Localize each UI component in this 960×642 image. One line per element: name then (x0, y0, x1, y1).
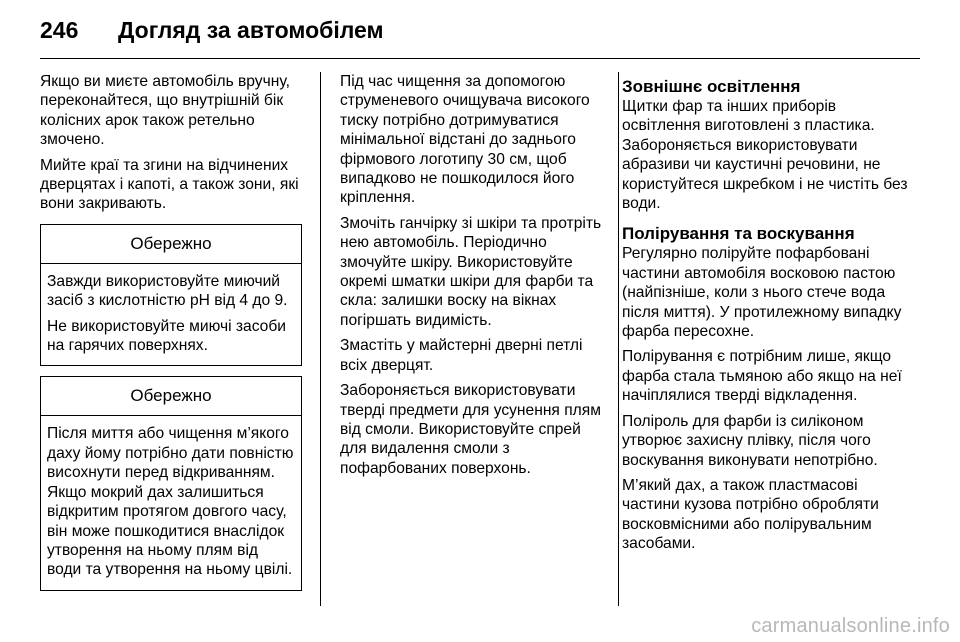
caution-body (41, 416, 301, 589)
paragraph: Мийте краї та згини на відчинених дверцятах і капоті, а також зони, які вони закривають. (40, 156, 299, 213)
column-3 (622, 72, 908, 560)
paragraph: Забороняється використовувати тверді предмети для усунення плям від смоли. Використовуйте спрей для видалення смоли з пофарбованих поверхонь. (340, 382, 601, 477)
caution-box-1 (40, 224, 302, 367)
column-1 (40, 72, 302, 601)
column-2 (340, 72, 606, 484)
caution-title: Обережно (41, 377, 301, 416)
page-title: Догляд за автомобілем (118, 17, 384, 43)
caution-text: Завжди використовуйте миючий засіб з кислотністю pH від 4 до 9. (47, 272, 288, 310)
paragraph: Змочіть ганчірку зі шкіри та протріть нею автомобіль. Періодично змочуйте шкіру. Використовуйте окремі шматки шкіри для фарби та скла: залишки воску на вікнах погіршать видимість. (340, 214, 602, 329)
page-header (40, 14, 920, 46)
paragraph: Якщо ви миєте автомобіль вручну, переконайтеся, що внутрішній бік колісних арок також ретельно змочено. (40, 73, 290, 149)
paragraph: Щитки фар та інших приборів освітлення виготовлені з пластика. Забороняється використовувати абразиви чи каустичні речовини, не користуйтеся шкребком і не чистіть без води. (622, 98, 908, 213)
paragraph: Змастіть у майстерні дверні петлі всіх дверцят. (340, 337, 583, 374)
section-heading-polishing: Полірування та воскування (622, 224, 855, 244)
caution-box-2 (40, 376, 302, 590)
paragraph: Поліроль для фарби із силіконом утворює захисну плівку, після чого воскування виконувати непотрібно. (622, 412, 878, 469)
caution-title: Обережно (41, 225, 301, 264)
header-divider (40, 58, 920, 59)
page-number: 246 (40, 17, 79, 43)
column-divider-1 (320, 72, 321, 606)
paragraph: Полірування є потрібним лише, якщо фарба стала тьмяною або якщо на неї начіплялися тверді відкладення. (622, 348, 902, 405)
column-divider-2 (618, 72, 619, 606)
watermark-text: carmanualsonline.info (751, 615, 950, 637)
caution-text: Не використовуйте миючі засоби на гарячих поверхнях. (47, 317, 286, 355)
paragraph: М’який дах, а також пластмасові частини кузова потрібно обробляти восковмісними або полірувальним засобами. (622, 476, 879, 553)
caution-body (41, 264, 301, 366)
caution-text: Після миття або чищення м’якого даху йому потрібно дати повністю висохнути перед відкриванням. Якщо мокрий дах залишиться відкритим протягом довгого часу, він може пошкодитися внаслідок утворення на ньому плям від води та утворення на ньому цвілі. (47, 425, 294, 579)
paragraph: Під час чищення за допомогою струменевого очищувача високого тиску потрібно дотримуватися мінімальної відстані до заднього фірмового логотипу 30 см, щоб випадково не пошкодилося його кріплення. (340, 73, 590, 207)
paragraph: Регулярно полiруйте пофарбовані частини автомобіля восковою пастою (найпізніше, коли з нього стече вода після миття). У протилежному випадку фарба пересохне. (622, 245, 902, 341)
section-heading-exterior-lights: Зовнішнє освітлення (622, 77, 801, 96)
